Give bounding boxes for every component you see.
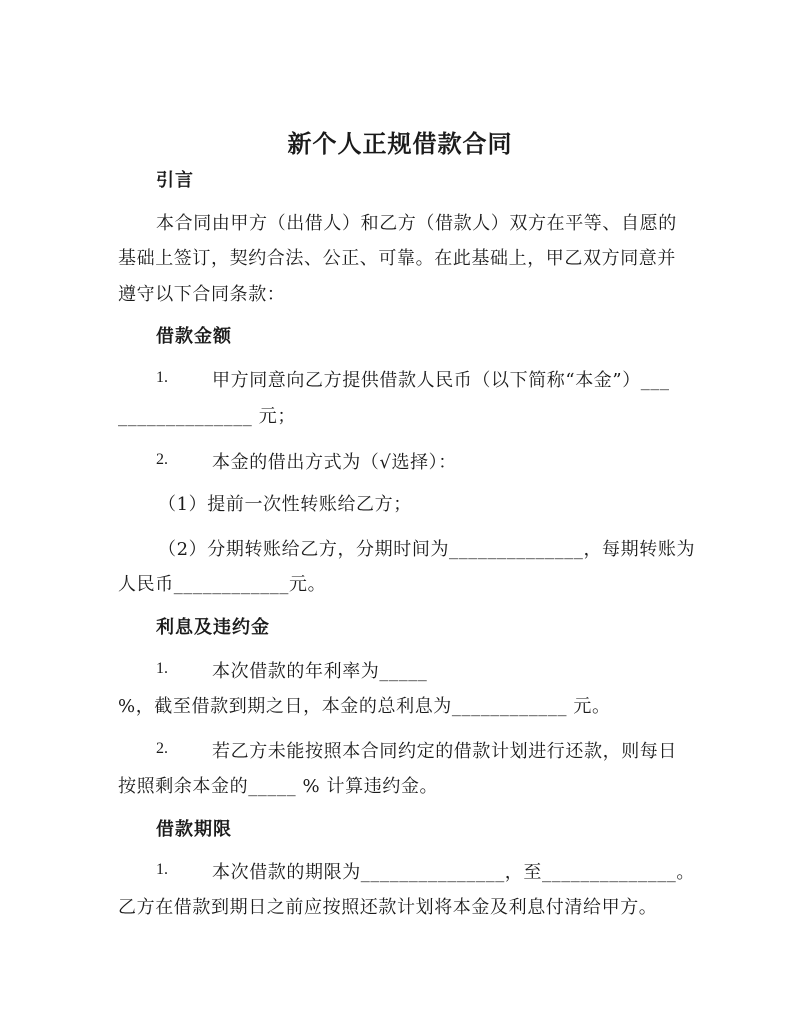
interest-item1-line-2: %，截至借款到期之日，本金的总利息为____________ 元。 [118,696,611,717]
intro-line-1: 本合同由甲方（出借人）和乙方（借款人）双方在平等、自愿的 [156,213,677,234]
intro-line-2: 基础上签订，契约合法、公正、可靠。在此基础上，甲乙双方同意并 [118,248,676,269]
section-heading-amount: 借款金额 [156,326,232,347]
amount-item1-number: 1. [156,369,168,386]
amount-item1-line-1: 甲方同意向乙方提供借款人民币（以下简称“本金”）___ [212,370,670,391]
term-item1-line-2: 乙方在借款到期日之前应按照还款计划将本金及利息付清给甲方。 [118,897,658,918]
interest-item1-line-1: 本次借款的年利率为_____ [212,661,428,682]
amount-option-2-line-1: （2）分期转账给乙方，分期时间为______________，每期转账为 [158,539,696,560]
amount-option-1: （1）提前一次性转账给乙方； [158,494,412,515]
section-heading-interest: 利息及违约金 [156,617,270,638]
interest-item2-line-1: 若乙方未能按照本合同约定的借款计划进行还款，则每日 [212,741,677,762]
term-item1-line-1: 本次借款的期限为_______________，至______________。 [212,862,695,883]
section-heading-intro: 引言 [156,170,194,191]
intro-line-3: 遵守以下合同条款： [118,284,286,305]
section-heading-term: 借款期限 [156,819,232,840]
document-title: 新个人正规借款合同 [287,129,513,158]
amount-item2-line-1: 本金的借出方式为（√选择）： [212,452,457,473]
interest-item1-number: 1. [156,660,168,677]
interest-item2-line-2: 按照剩余本金的_____ % 计算违约金。 [118,776,439,797]
term-item1-number: 1. [156,861,168,878]
interest-item2-number: 2. [156,740,168,757]
amount-item2-number: 2. [156,451,168,468]
amount-item1-line-2: ______________ 元； [118,406,296,427]
amount-option-2-line-2: 人民币____________元。 [118,574,327,595]
